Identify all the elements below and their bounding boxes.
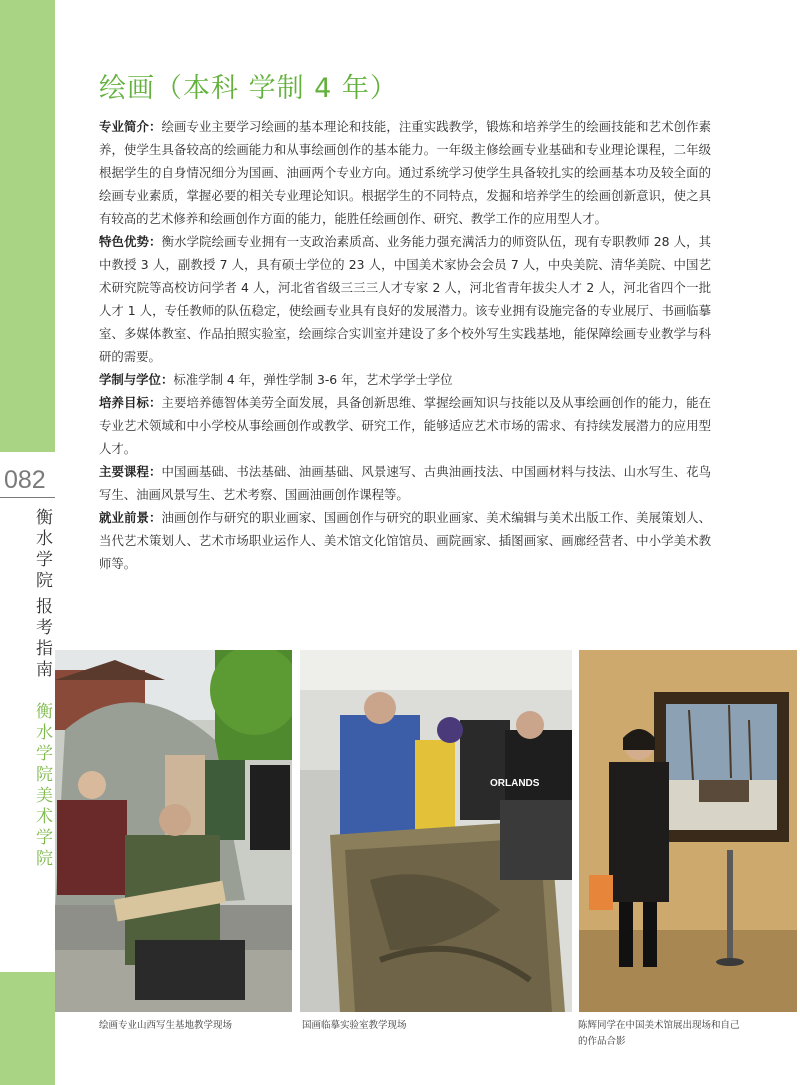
section-careers: 就业前景：油画创作与研究的职业画家、国画创作与研究的职业画家、美术编辑与美术出版工作、美展策划人、当代艺术策划人、艺术市场职业运作人、美术馆文化馆馆员、画院画家、插图画家、画廊经营者、中小学美术教师等。 xyxy=(99,510,712,571)
section-goals: 培养目标：主要培养德智体美劳全面发展，具备创新思维、掌握绘画知识与技能以及从事绘画创作的能力，能在专业艺术领域和中小学校从事绘画创作或教学、研究工作，能够适应艺术市场的需求、有持续发展潜力的应用型人才。 xyxy=(99,395,712,456)
section-degree: 学制与学位：标准学制 4 年，弹性学制 3-6 年，艺术学学士学位 xyxy=(99,372,453,387)
divider xyxy=(0,497,55,498)
book-title: 衡水学院 xyxy=(32,508,52,592)
page-number: 082 xyxy=(4,466,46,494)
photo-text-shirt: ORLANDS xyxy=(490,778,540,789)
section-intro: 专业简介：绘画专业主要学习绘画的基本理论和技能，注重实践教学，锻炼和培养学生的绘画技能和艺术创作素养，使学生具备较高的绘画能力和从事绘画创作的基本能力。一年级主修绘画专业基础和专业理论课程，二年级根据学生的自身情况细分为国画、油画两个专业方向。通过系统学习使学生具备较扎实的绘画基本功及较全面的绘画专业素质，掌握必要的相关专业理论知识。根据学生的不同特点，发掘和培养学生的绘画创新意识，使之具有较高的艺术修养和绘画创作方面的能力，能胜任绘画创作、研究、教学工作的应用型人才。 xyxy=(99,119,712,226)
section-label: 衡水学院美术学院 xyxy=(32,702,52,870)
photo-copy-lab xyxy=(300,650,572,1012)
page-title: 绘画（本科 学制 4 年） xyxy=(99,73,398,104)
article-body xyxy=(99,115,711,575)
photo-sketching xyxy=(55,650,292,1012)
photo-caption: 绘画专业山西写生基地教学现场 xyxy=(99,1020,233,1031)
photo-caption: 陈辉同学在中国美术馆展出现场和自己的作品合影 xyxy=(578,1020,740,1047)
section-advantages: 特色优势：衡水学院绘画专业拥有一支政治素质高、业务能力强充满活力的师资队伍，现有专职教师 28 人，其中教授 3 人，副教授 7 人，具有硕士学位的 23 人，中国美术家协会会员 7 人，中央美院、清华美院、中国艺术研究院等高校访问学者 4 人，河北省省级三三三人才专家 2 人，河北省青年拔尖人才 2 人，河北省四个一批人才 1 人，专任教师的队伍稳定，使绘画专业具有良好的发展潜力。该专业拥有设施完备的专业展厅、书画临摹室、多媒体教室、作品拍照实验室，绘画综合实训室并建设了多个校外写生实践基地，能保障绘画专业教学与科研的需要。 xyxy=(99,234,711,364)
book-subtitle: 报考指南 xyxy=(32,597,52,681)
section-courses: 主要课程：中国画基础、书法基础、油画基础、风景速写、古典油画技法、中国画材料与技法、山水写生、花鸟写生、油画风景写生、艺术考察、国画油画创作课程等。 xyxy=(99,464,712,502)
photo-caption: 国画临摹实验室教学现场 xyxy=(302,1020,407,1031)
photo-gallery xyxy=(579,650,797,1012)
